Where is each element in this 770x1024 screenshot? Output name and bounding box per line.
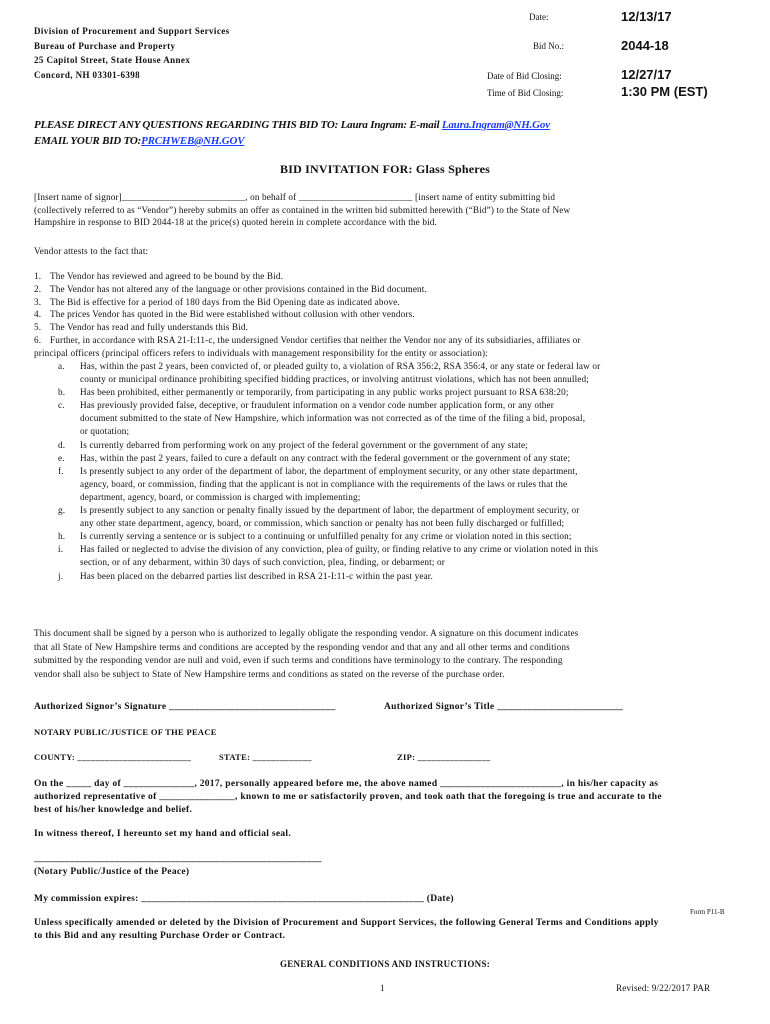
signing-paragraph — [34, 627, 754, 681]
subitem-label: f. — [58, 465, 64, 476]
address-line: Concord, NH 03301-6398 — [34, 69, 141, 80]
oath-line: best of his/her knowledge and belief. — [34, 805, 193, 815]
agency-address — [34, 24, 230, 82]
date-label: Date: — [529, 12, 549, 22]
revision-note: Revised: 9/22/2017 PAR — [616, 983, 711, 993]
county-field[interactable]: COUNTY: _________________________ — [34, 752, 192, 762]
general-line: Unless specifically amended or deleted by the Division of Procurement and Support Services, the following General Terms and Conditions apply — [34, 918, 659, 928]
questions-text: PLEASE DIRECT ANY QUESTIONS REGARDING THIS BID TO: Laura Ingram: E-mail — [34, 119, 442, 131]
subitem-label: e. — [58, 452, 65, 463]
signor-signature-field[interactable]: Authorized Signor’s Signature _________________________________ — [34, 702, 336, 712]
address-line: 25 Capitol Street, State House Annex — [34, 55, 191, 65]
bid-no-label: Bid No.: — [533, 41, 565, 51]
form-id: Form P11-B — [690, 908, 725, 916]
bid-title: BID INVITATION FOR: Glass Spheres — [280, 162, 490, 176]
signing-line: submitted by the responding vendor are null and void, even if such terms and conditions have terminology to the contrary. The responding — [34, 655, 563, 666]
subitem-text: Has previously provided false, deceptive, or fraudulent information on a vendor code number application form, or any other — [80, 400, 554, 411]
signor-title-field[interactable]: Authorized Signor’s Title _________________________ — [384, 702, 624, 712]
attestation-list: 1. The Vendor has reviewed and agreed to be bound by the Bid. 2. The Vendor has not altered any of the language or other provisions contained in the Bid document. 3. The Bid is effective for a period of 180 days from the Bid Opening date as indicated above. 4. The prices Vendor has quoted in the Bid were established without collusion with other vendors. 5. The Vendor has read and fully understands this Bid. 6. Further, in accordance with RSA 21-I:11-c, the undersigned Vendor certifies that neither the Vendor nor any of its subsidiaries, affiliates or — [34, 271, 581, 345]
intro-line: Hampshire in response to BID 2044-18 at the price(s) quoted herein in complete accordance with the bid. — [34, 217, 437, 228]
bid-no-value: 2044-18 — [621, 38, 669, 53]
general-conditions-heading: GENERAL CONDITIONS AND INSTRUCTIONS: — [279, 959, 491, 969]
subitem-text: county or municipal ordinance prohibiting specified bidding practices, or involving antitrust violations, which has not been annulled; — [80, 374, 589, 385]
subitem-label: d. — [58, 439, 66, 450]
oath-line: authorized representative of _______________, known to me or satisfactorily proven, and took oath that the foregoing is true and accurate to the — [34, 792, 662, 802]
intro-line: [Insert name of signor]__________________________, on behalf of ________________________ [insert name of entity submitting bid — [34, 192, 556, 202]
commission-expires-field[interactable]: My commission expires: ________________________________________________________ (Date) — [34, 894, 454, 904]
intro-line: (collectively referred to as “Vendor”) hereby submits an offer as contained in the written bid submitted herewith (“Bid”) to the State of New — [34, 204, 571, 215]
general-line: to this Bid and any resulting Purchase Order or Contract. — [34, 931, 286, 941]
subitem-label: h. — [58, 531, 66, 542]
subitem-text: Is currently debarred from performing work on any project of the federal government or the government of any state; — [80, 439, 528, 450]
oath-paragraph — [34, 778, 754, 817]
contact-block — [34, 117, 754, 149]
subitem-label: i. — [58, 544, 64, 555]
signing-line: This document shall be signed by a person who is authorized to legally obligate the responding vendor. A signature on this document indicates — [34, 628, 579, 638]
subitem-label: j. — [58, 570, 64, 581]
closing-date-label: Date of Bid Closing: — [487, 71, 562, 81]
notary-heading: NOTARY PUBLIC/JUSTICE OF THE PEACE — [34, 727, 217, 737]
subitem-text: Is currently serving a sentence or is subject to a continuing or unfulfilled penalty for any crime or violation noted in this section; — [80, 531, 572, 542]
page-number: 1 — [380, 983, 385, 993]
questions-email-link[interactable]: Laura.Ingram@NH.Gov — [441, 119, 550, 131]
closing-time-value: 1:30 PM (EST) — [621, 84, 708, 99]
subitem-list — [0, 360, 770, 615]
subitem-text: Has failed or neglected to advise the division of any conviction, plea of guilty, or finding relative to any crime or violation noted in this — [80, 544, 599, 555]
subitem-text: Has, within the past 2 years, failed to cure a default on any contract with the federal government or the government of any state; — [80, 452, 571, 463]
general-terms-paragraph — [34, 917, 754, 943]
subitem-text: any other state department, agency, board, or commission, which sanction or penalty has not been fully discharged or fulfilled; — [80, 518, 565, 529]
questions-line — [34, 117, 754, 133]
address-line: Division of Procurement and Support Services — [34, 26, 230, 36]
subitem-text: document submitted to the state of New Hampshire, which information was not corrected as of the time of the filing a bid, proposal, — [80, 413, 586, 424]
subitem-text: Has been prohibited, either permanently or temporarily, from participating in any public works project pursuant to RSA 638:20; — [80, 387, 569, 398]
address-line: Bureau of Purchase and Property — [34, 40, 176, 51]
subitem-text: or quotation; — [80, 426, 130, 437]
intro-paragraph — [34, 191, 754, 229]
email-bid-link[interactable]: PRCHWEB@NH.GOV — [141, 135, 245, 147]
closing-time-label: Time of Bid Closing: — [487, 88, 564, 98]
subitem-label: a. — [58, 361, 65, 371]
zip-field[interactable]: ZIP: ________________ — [397, 752, 491, 762]
subitem-label: g. — [58, 505, 66, 516]
item6-continuation: principal officers (principal officers refers to individuals with management responsibility for the entity or association): — [34, 348, 488, 358]
notary-signature-caption: (Notary Public/Justice of the Peace) — [34, 867, 190, 877]
subitem-text: agency, board, or commission, finding that the applicant is not in compliance with the requirements of the laws or rules that the — [80, 478, 568, 489]
state-field[interactable]: STATE: _____________ — [219, 752, 312, 762]
email-bid-line — [34, 133, 754, 149]
subitem-text: department, agency, board, or commission is charged with implementing; — [80, 491, 361, 502]
subitem-text: Has, within the past 2 years, been convicted of, or pleaded guilty to, a violation of RSA 356:2, RSA 356:4, or any state or federal law or — [80, 361, 601, 371]
subitem-text: Has been placed on the debarred parties list described in RSA 21-I:11-c within the past year. — [80, 570, 433, 581]
date-value: 12/13/17 — [621, 9, 672, 24]
signing-line: vendor shall also be subject to State of New Hampshire terms and conditions as stated on the reverse of the purchase order. — [34, 668, 505, 679]
subitem-text: Is presently subject to any order of the department of labor, the department of employment security, or any other state department, — [80, 465, 578, 476]
witness-statement: In witness thereof, I hereunto set my hand and official seal. — [34, 829, 292, 839]
notary-signature-line[interactable]: _________________________________________________________ — [34, 854, 322, 864]
subitem-text: section, or of any debarment, within 30 days of such conviction, plea, finding, or debarment; or — [80, 557, 445, 568]
attests-heading: Vendor attests to the fact that: — [34, 246, 149, 256]
signing-line: that all State of New Hampshire terms and conditions are accepted by the responding vendor and that any and all other terms and conditions — [34, 641, 570, 652]
subitem-label: c. — [58, 400, 65, 411]
email-bid-text: EMAIL YOUR BID TO: — [34, 135, 142, 147]
subitem-label: b. — [58, 387, 66, 398]
oath-line: On the _____ day of ______________, 2017, personally appeared before me, the above named ________________________, in his/her capacity as — [34, 779, 659, 789]
closing-date-value: 12/27/17 — [621, 67, 672, 82]
subitem-text: Is presently subject to any sanction or penalty finally issued by the department of labor, the department of employment security, or — [80, 505, 580, 516]
